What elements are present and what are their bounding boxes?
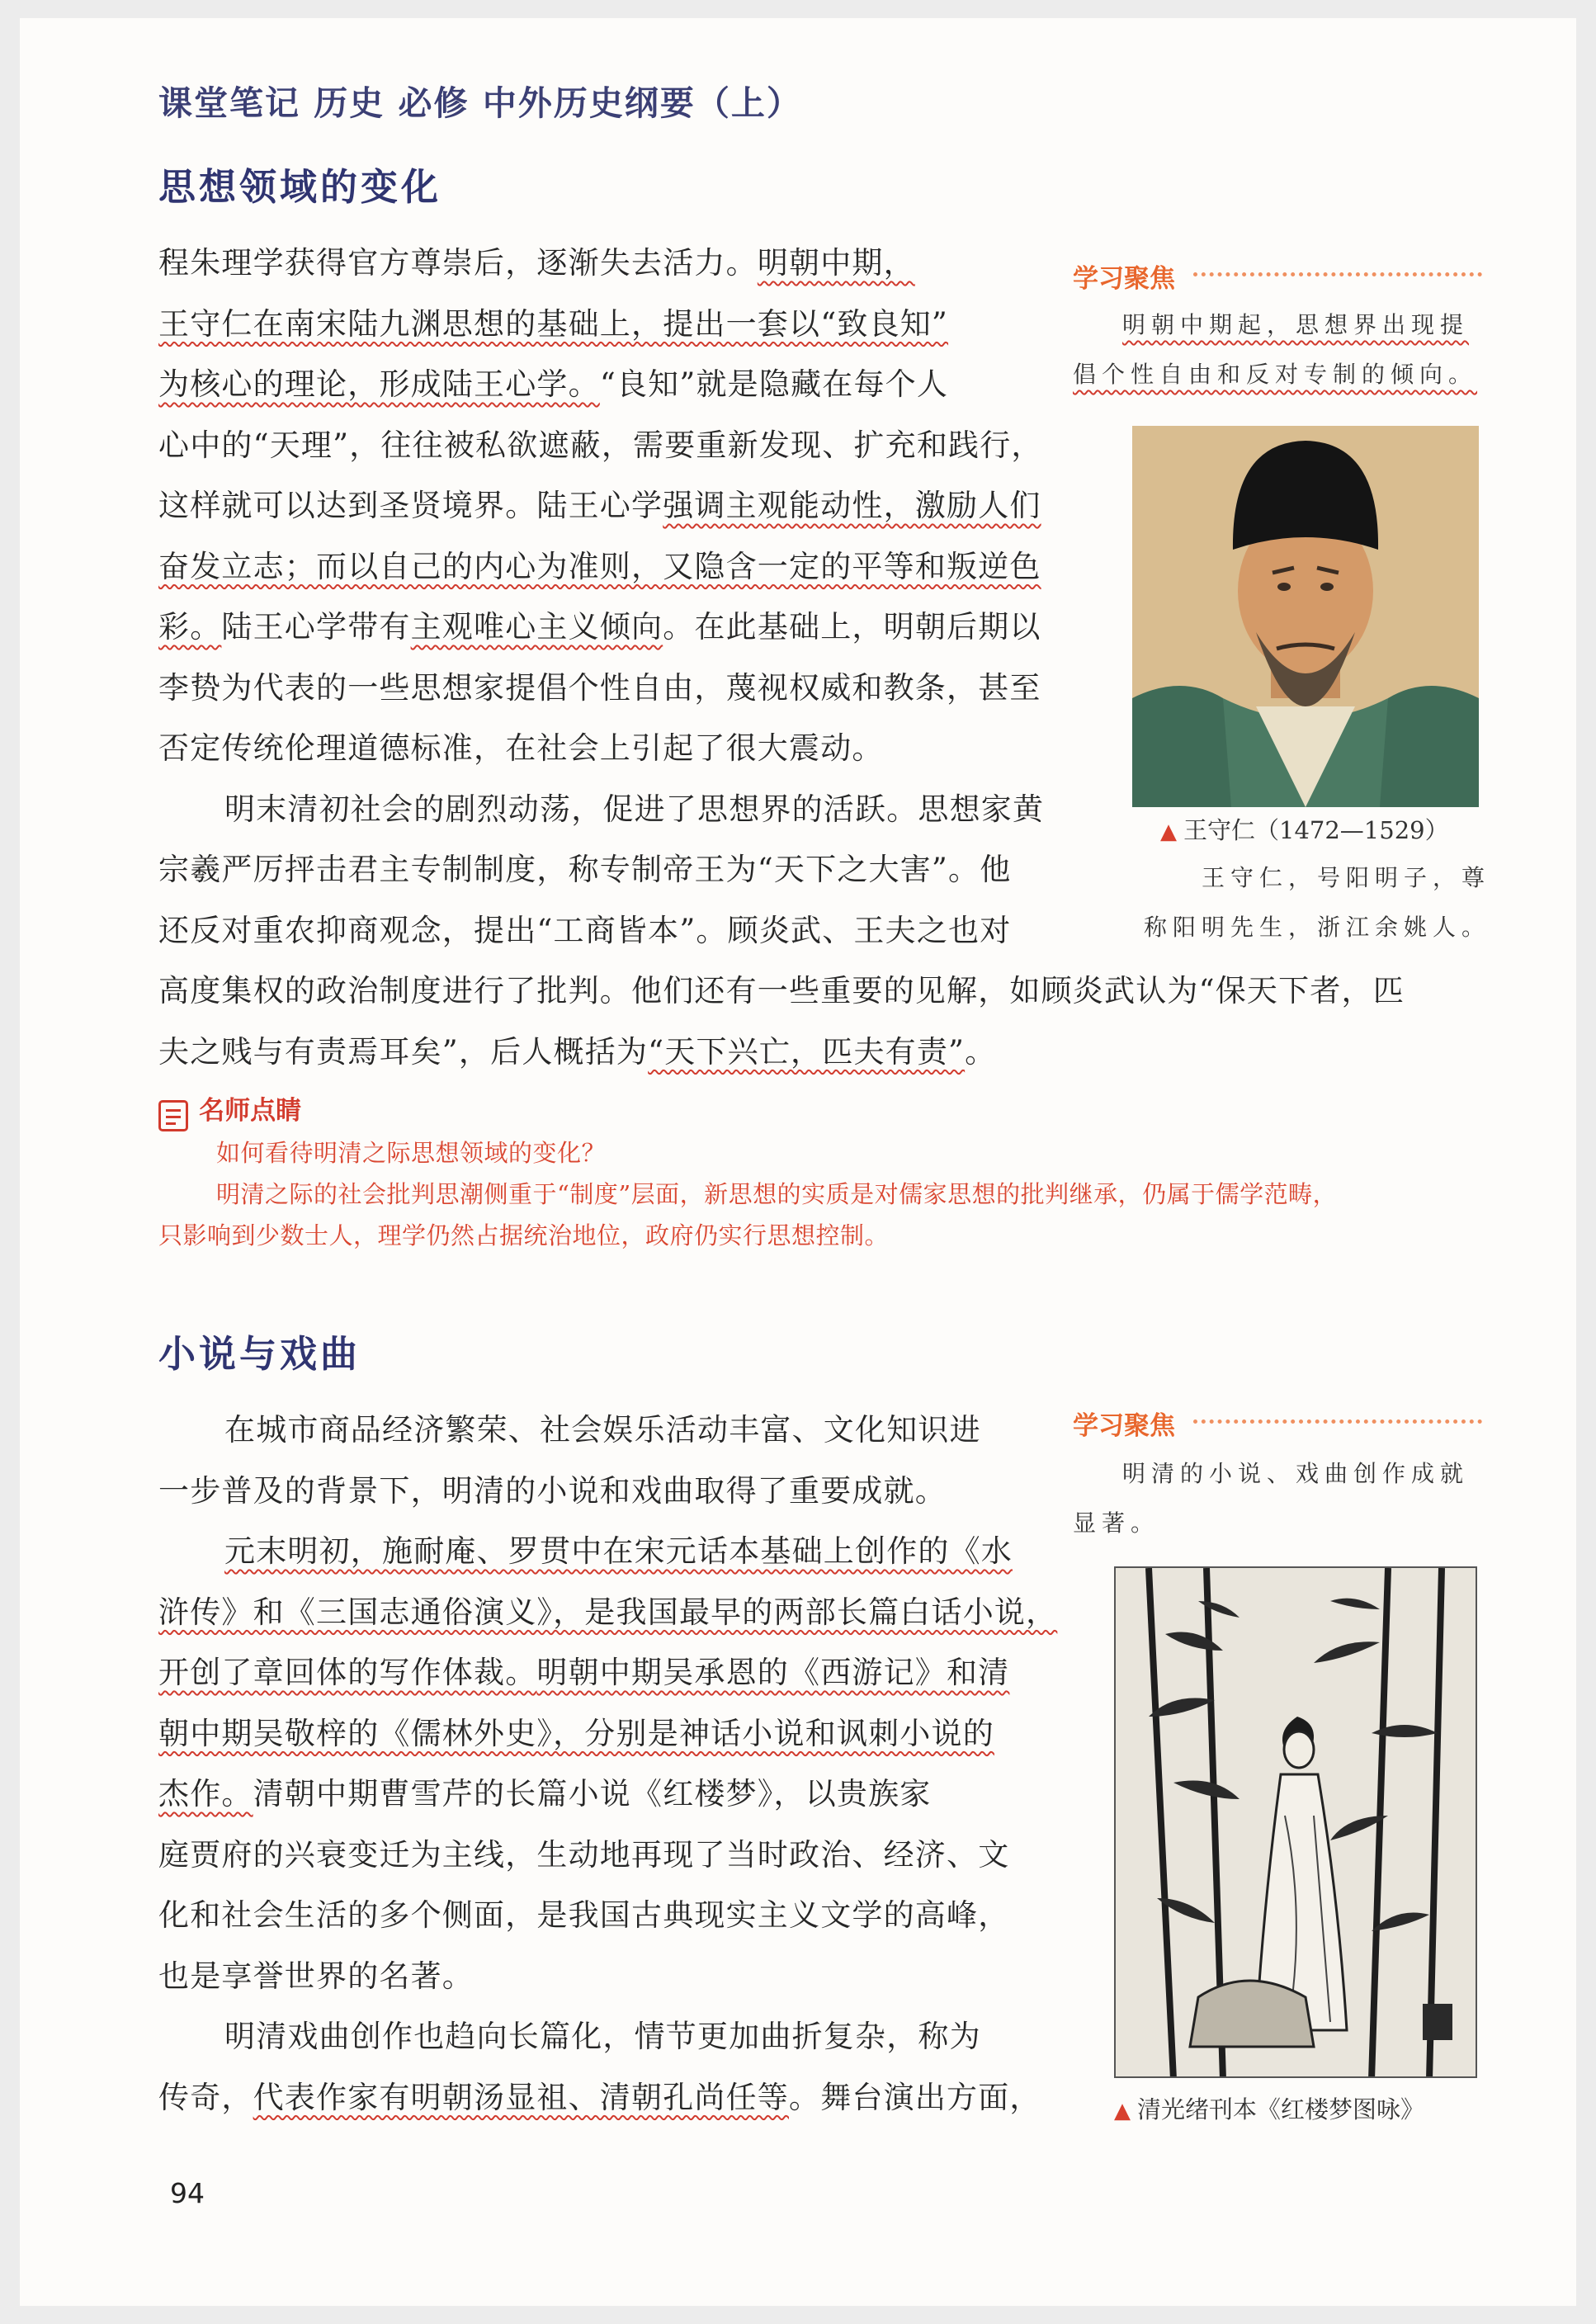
tip-answer <box>158 1174 1512 1256</box>
focus-line: 明清的小说、戏曲创作成就 <box>1122 1460 1470 1487</box>
focus-divider <box>1193 272 1482 279</box>
text-run: 程朱理学获得官方尊崇后，逐渐失去活力。 <box>158 245 758 281</box>
text-line <box>158 779 1099 840</box>
text-run: 李贽为代表的一些思想家提倡个性自由，蔑视权威和教条，甚至 <box>158 669 1041 706</box>
highlighted-text: 代表作家有明朝汤显祖、清朝孔尚任等 <box>253 2079 790 2115</box>
text-line <box>158 1642 1083 1703</box>
section2-body <box>158 1400 1083 2128</box>
caption-triangle-icon: ▲ <box>1114 2099 1131 2123</box>
portrait-illustration <box>1132 426 1479 807</box>
portrait-description <box>1144 853 1490 952</box>
text-run: 明末清初社会的剧烈动荡，促进了思想界的活跃。思想家黄 <box>224 791 1045 827</box>
text-line <box>158 961 1405 1022</box>
tip-header <box>158 1089 301 1131</box>
notebook-icon <box>158 1100 188 1131</box>
highlighted-text: 明朝中期， <box>757 245 915 281</box>
text-run: 这样就可以达到圣贤境界。陆王心学 <box>158 488 663 523</box>
text-line <box>158 1764 1083 1825</box>
text-line <box>158 1022 1099 1083</box>
focus-divider <box>1193 1419 1482 1426</box>
text-run: 清朝中期曹雪芹的长篇小说《红楼梦》，以贵族家 <box>253 1776 932 1811</box>
text-run: 还反对重农抑商观念，提出“工商皆本”。顾炎武、王夫之也对 <box>158 912 1012 948</box>
highlighted-text: 明朝中期吴承恩的《西游记》和清 <box>536 1655 1010 1690</box>
portrait-desc-line: 称阳明先生，浙江余姚人。 <box>1144 914 1491 941</box>
caption-triangle-icon: ▲ <box>1160 820 1177 844</box>
portrait-image <box>1132 426 1479 807</box>
text-line <box>158 718 1099 779</box>
text-line <box>158 1582 1083 1643</box>
woodblock-illustration <box>1114 1566 1477 2078</box>
highlighted-text: 主观唯心主义倾向 <box>410 609 663 645</box>
highlighted-text: 为核心的理论，形成陆王心学。 <box>158 366 600 402</box>
text-run: 也是享誉世界的名著。 <box>158 1958 474 1994</box>
text-run: 庭贾府的兴衰变迁为主线，生动地再现了当时政治、经济、文 <box>158 1836 1010 1873</box>
text-line <box>158 1825 1083 1886</box>
focus-text <box>1073 1449 1485 1548</box>
text-run: 化和社会生活的多个侧面，是我国古典现实主义文学的高峰， <box>158 1897 1010 1933</box>
text-line <box>158 415 1099 476</box>
text-line <box>158 475 1099 536</box>
tip-question: 如何看待明清之际思想领域的变化？ <box>216 1139 607 1167</box>
highlighted-text: 强调主观能动性，激励人们 <box>663 488 1041 523</box>
portrait-caption <box>1160 812 1449 846</box>
tip-answer-line: 只影响到少数士人，理学仍然占据统治地位，政府仍实行思想控制。 <box>158 1221 890 1249</box>
highlighted-text: 奋发立志；而以自己的内心为准则，又隐含一定的平等和叛逆色 <box>158 548 1041 584</box>
text-run: 。 <box>965 1033 997 1070</box>
section-title-thought: 思想领域的变化 <box>158 165 442 209</box>
portrait-desc-line: 王守仁，号阳明子，尊 <box>1202 864 1491 891</box>
text-run: 在城市商品经济繁荣、社会娱乐活动丰富、文化知识进 <box>224 1412 981 1448</box>
section-title-novels: 小说与戏曲 <box>158 1332 361 1376</box>
text-line <box>158 597 1099 658</box>
focus-label: 学习聚焦 <box>1073 264 1175 294</box>
text-run: 宗羲严厉抨击君主专制制度，称专制帝王为“天下之大害”。他 <box>158 852 1012 887</box>
focus-label: 学习聚焦 <box>1073 1411 1175 1441</box>
text-line <box>158 1400 1083 1461</box>
text-line <box>158 1703 1083 1764</box>
highlighted-text: 彩。 <box>158 609 222 645</box>
text-run: 。在此基础上，明朝后期以 <box>663 609 1041 645</box>
highlighted-text: 开创了章回体的写作体裁。 <box>158 1655 537 1690</box>
text-run: 明清戏曲创作也趋向长篇化，情节更加曲折复杂，称为 <box>224 2019 981 2054</box>
figure-caption <box>1114 2091 1424 2125</box>
text-line <box>158 536 1099 598</box>
bamboo-scene-illustration <box>1116 1568 1477 2078</box>
focus-text <box>1073 300 1485 399</box>
highlighted-text: 元末明初，施耐庵、罗贯中在宋元话本基础上创作的《水 <box>224 1533 1013 1569</box>
text-line <box>158 2006 1083 2067</box>
tip-answer-line: 明清之际的社会批判思潮侧重于“制度”层面，新思想的实质是对儒家思想的批判继承，仍属于儒学范畴， <box>216 1180 1338 1208</box>
tip-label: 名师点睛 <box>199 1096 302 1126</box>
figure-caption-text: 清光绪刊本《红楼梦图咏》 <box>1137 2095 1425 2123</box>
text-line <box>158 1461 1083 1522</box>
highlighted-text: 浒传》和《三国志通俗演义》，是我国最早的两部长篇白话小说， <box>158 1594 1058 1630</box>
text-run: 否定传统伦理道德标准，在社会上引起了很大震动。 <box>158 730 884 766</box>
running-header: 课堂笔记 历史 必修 中外历史纲要（上） <box>158 83 802 123</box>
highlighted-text: “天下兴亡，匹夫有责” <box>648 1033 966 1070</box>
text-line <box>158 1946 1083 2007</box>
highlighted-text: 朝中期吴敬梓的《儒林外史》，分别是神话小说和讽刺小说的 <box>158 1715 994 1751</box>
text-run: 传奇， <box>158 2079 253 2115</box>
text-run: “良知”就是隐藏在每个人 <box>599 366 949 402</box>
text-line <box>158 839 1099 900</box>
highlighted-text: 杰作。 <box>158 1776 253 1811</box>
text-run: 心中的“天理”，往往被私欲遮蔽，需要重新发现、扩充和践行， <box>158 427 1043 463</box>
text-line <box>158 233 1099 294</box>
text-run: 一步普及的背景下，明清的小说和戏曲取得了重要成就。 <box>158 1472 947 1509</box>
text-run: 。舞台演出方面， <box>789 2079 1041 2115</box>
highlighted-text: 王守仁在南宋陆九渊思想的基础上，提出一套以“致良知” <box>158 305 949 342</box>
portrait-caption-text: 王守仁（1472—1529） <box>1183 816 1449 844</box>
text-line <box>158 1885 1083 1946</box>
page-number: 94 <box>170 2177 205 2209</box>
text-line <box>158 294 1099 355</box>
focus-line: 倡个性自由和反对专制的倾向。 <box>1073 361 1478 388</box>
text-line <box>158 900 1099 961</box>
focus-line: 明朝中期起，思想界出现提 <box>1122 311 1470 338</box>
text-line <box>158 2067 1083 2128</box>
text-line <box>158 658 1099 719</box>
text-line <box>158 354 1099 415</box>
text-run: 夫之贱与有责焉耳矣”，后人概括为 <box>158 1033 649 1070</box>
text-run: 陆王心学带有 <box>221 609 411 645</box>
text-line <box>158 1521 1083 1582</box>
text-run: 高度集权的政治制度进行了批判。他们还有一些重要的见解，如顾炎武认为“保天下者，匹 <box>158 973 1405 1008</box>
focus-line: 显著。 <box>1073 1509 1160 1537</box>
